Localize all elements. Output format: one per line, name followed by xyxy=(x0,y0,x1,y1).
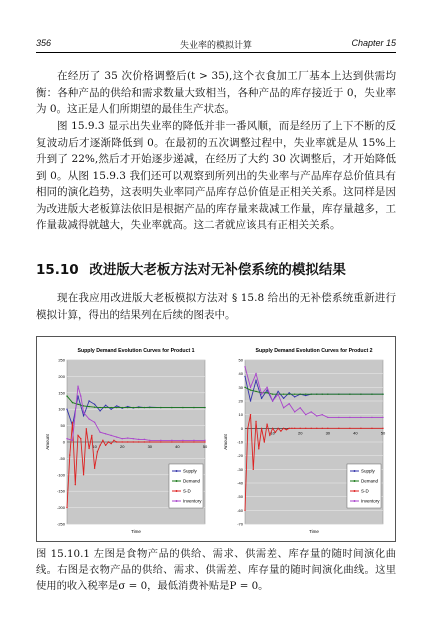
data-point-sd xyxy=(83,474,84,475)
y-tick-label: 0 xyxy=(62,439,65,445)
data-point-demand xyxy=(244,387,245,388)
chart-product-1 xyxy=(41,340,215,538)
data-point-demand xyxy=(149,407,150,408)
data-point-supply xyxy=(77,395,78,396)
legend-marker xyxy=(354,470,356,472)
data-point-sd xyxy=(244,510,245,511)
data-point-inventory xyxy=(77,386,78,387)
legend-label: S-D xyxy=(361,488,369,494)
data-point-demand xyxy=(349,393,350,394)
legend-label: Supply xyxy=(361,468,375,474)
data-point-sd xyxy=(311,428,312,429)
running-title: 失业率的模拟计算 xyxy=(179,41,252,51)
data-point-sd xyxy=(294,428,295,429)
data-point-inventory xyxy=(66,438,67,439)
data-point-demand xyxy=(160,407,161,408)
legend-label: Inventory xyxy=(183,498,202,504)
paragraph-2: 图 15.9.3 显示出失业率的降低并非一番风顺，而是经历了上下不断的反复波动后才逐渐降低到 0。在最初的五次调整过程中，失业率就是从 15%上升到了 22%,然后才开始逐步递减，在经历了大约 30 次调整后，才开始降低到 0。从图 15.9.3 我们还可以观察到所列出的失业率与产品库存总价值具有相同的演化趋势，这表明失业率同产品库存总价值是正相关关系。这同样是因为改进版大老板算法依旧是根据产品的库存量来裁减工作量，库存量越多，工作量裁减得就越大，失业率就高。这二者就应该具有正相关关系。 xyxy=(36,120,396,231)
section-intro: 现在我应用改进版大老板模拟方法对 § 15.8 给出的无补偿系统重新进行模拟计算，得出的结果列在后续的图表中。 xyxy=(36,292,396,321)
data-point-inventory xyxy=(311,411,312,412)
data-point-inventory xyxy=(182,440,183,441)
data-point-inventory xyxy=(116,436,117,437)
data-point-demand xyxy=(133,407,134,408)
data-point-sd xyxy=(182,441,183,442)
x-axis-label: Time xyxy=(131,529,141,534)
data-point-supply xyxy=(250,400,251,401)
data-point-sd xyxy=(75,484,76,485)
data-point-sd xyxy=(133,441,134,442)
data-point-sd xyxy=(127,441,128,442)
legend-marker xyxy=(176,480,178,482)
legend-label: Inventory xyxy=(361,498,380,504)
data-point-demand xyxy=(288,393,289,394)
data-point-inventory xyxy=(322,414,323,415)
data-point-inventory xyxy=(327,417,328,418)
data-point-sd xyxy=(94,468,95,469)
y-tick-label: -40 xyxy=(237,480,243,486)
data-point-inventory xyxy=(193,440,194,441)
data-point-sd xyxy=(266,424,267,425)
x-tick-label: 20 xyxy=(297,430,303,436)
data-point-inventory xyxy=(110,435,111,436)
y-tick-label: 50 xyxy=(238,357,243,363)
data-point-supply xyxy=(294,396,295,397)
data-point-sd xyxy=(261,428,262,429)
data-point-inventory xyxy=(127,437,128,438)
data-point-inventory xyxy=(204,440,205,441)
data-point-inventory xyxy=(277,393,278,394)
data-point-inventory xyxy=(122,438,123,439)
y-axis-label: Amount xyxy=(223,434,228,450)
legend-marker xyxy=(176,500,178,502)
data-point-sd xyxy=(138,441,139,442)
legend-label: Demand xyxy=(361,478,379,484)
data-point-supply xyxy=(110,409,111,410)
y-tick-label: -70 xyxy=(237,521,243,527)
data-point-demand xyxy=(255,391,256,392)
data-point-sd xyxy=(283,428,284,429)
data-point-inventory xyxy=(272,400,273,401)
data-point-demand xyxy=(116,407,117,408)
data-point-supply xyxy=(105,405,106,406)
data-point-sd xyxy=(66,507,67,508)
running-header xyxy=(36,38,396,52)
x-tick-label: 40 xyxy=(353,430,358,436)
data-point-sd xyxy=(116,441,117,442)
x-tick-label: 10 xyxy=(92,444,97,449)
legend-marker xyxy=(176,490,178,492)
data-point-demand xyxy=(83,405,84,406)
y-tick-label: 250 xyxy=(58,357,65,363)
data-point-inventory xyxy=(250,387,251,388)
data-point-sd xyxy=(105,445,106,446)
data-point-sd xyxy=(102,440,103,441)
data-point-demand xyxy=(311,393,312,394)
x-tick-label: 10 xyxy=(270,430,275,436)
data-point-sd xyxy=(269,434,270,435)
data-point-demand xyxy=(371,393,372,394)
data-point-demand xyxy=(88,406,89,407)
data-point-inventory xyxy=(149,440,150,441)
y-tick-label: 40 xyxy=(238,371,243,377)
y-tick-label: 200 xyxy=(58,373,65,379)
data-point-sd xyxy=(149,441,150,442)
data-point-sd xyxy=(305,428,306,429)
y-tick-label: 50 xyxy=(60,423,65,429)
x-tick-label: 20 xyxy=(119,444,125,449)
data-point-demand xyxy=(283,393,284,394)
data-point-demand xyxy=(66,395,67,396)
data-point-sd xyxy=(88,448,89,449)
data-point-demand xyxy=(327,393,328,394)
data-point-inventory xyxy=(349,417,350,418)
data-point-demand xyxy=(127,407,128,408)
data-point-demand xyxy=(105,407,106,408)
data-point-sd xyxy=(300,428,301,429)
data-point-demand xyxy=(99,407,100,408)
y-tick-label: -100 xyxy=(56,472,65,478)
chart-title: Supply Demand Evolution Curves for Product 1 xyxy=(77,348,195,354)
data-point-sd xyxy=(80,438,81,439)
data-point-sd xyxy=(204,441,205,442)
data-point-sd xyxy=(371,428,372,429)
figure-box xyxy=(36,336,396,542)
y-tick-label: -10 xyxy=(237,439,243,445)
data-point-sd xyxy=(171,441,172,442)
data-point-inventory xyxy=(133,438,134,439)
data-point-demand xyxy=(94,407,95,408)
data-point-supply xyxy=(66,409,67,410)
legend-label: Supply xyxy=(183,468,197,474)
x-tick-label: 50 xyxy=(380,430,386,436)
data-point-demand xyxy=(250,389,251,390)
data-point-sd xyxy=(160,441,161,442)
data-point-sd xyxy=(275,432,276,433)
data-point-demand xyxy=(266,392,267,393)
data-point-inventory xyxy=(138,439,139,440)
data-point-inventory xyxy=(266,387,267,388)
data-point-inventory xyxy=(88,418,89,419)
x-tick-label: 40 xyxy=(175,444,180,449)
data-point-sd xyxy=(280,430,281,431)
data-point-supply xyxy=(255,380,256,381)
data-point-demand xyxy=(110,407,111,408)
data-point-sd xyxy=(86,428,87,429)
data-point-sd xyxy=(291,428,292,429)
y-tick-label: 30 xyxy=(238,384,243,390)
data-point-demand xyxy=(122,407,123,408)
data-point-supply xyxy=(83,415,84,416)
data-point-demand xyxy=(322,393,323,394)
data-point-inventory xyxy=(316,415,317,416)
y-tick-label: 20 xyxy=(238,398,243,404)
data-point-demand xyxy=(360,393,361,394)
data-point-demand xyxy=(294,393,295,394)
y-tick-label: -200 xyxy=(56,505,65,511)
data-point-sd xyxy=(360,428,361,429)
page-number: 356 xyxy=(36,38,52,48)
x-axis-label: Time xyxy=(309,529,319,534)
y-tick-label: -20 xyxy=(237,453,243,459)
legend-label: S-D xyxy=(183,488,191,494)
data-point-inventory xyxy=(382,417,383,418)
data-point-supply xyxy=(99,410,100,411)
data-point-demand xyxy=(77,404,78,405)
x-tick-label: 30 xyxy=(325,430,331,436)
data-point-sd xyxy=(327,428,328,429)
data-point-sd xyxy=(108,441,109,442)
y-tick-label: -50 xyxy=(59,455,65,461)
chapter-label: Chapter 15 xyxy=(351,38,396,48)
data-point-demand xyxy=(193,407,194,408)
data-point-demand xyxy=(138,407,139,408)
chart-title: Supply Demand Evolution Curves for Product 2 xyxy=(255,348,373,354)
figure-caption: 图 15.10.1 左图是食物产品的供给、需求、供需差、库存量的随时间演化曲线。右图是衣物产品的供给、需求、供需差、库存量的随时间演化曲线。这里使用的收入税率是σ = 0，最低消费补贴是P = 0。 xyxy=(36,548,396,592)
data-point-demand xyxy=(305,393,306,394)
x-tick-label: 30 xyxy=(147,444,153,449)
paragraph-1: 在经历了 35 次价格调整后(t > 35),这个衣食加工厂基本上达到供需均衡：各种产品的供给和需求数量大致相当，各种产品的库存接近于 0，失业率为 0。这正是人们所期望的最佳生产状态。 xyxy=(36,70,396,115)
legend-marker xyxy=(354,480,356,482)
data-point-inventory xyxy=(255,373,256,374)
data-point-inventory xyxy=(171,440,172,441)
data-point-sd xyxy=(258,448,259,449)
data-point-sd xyxy=(110,443,111,444)
data-point-sd xyxy=(144,441,145,442)
data-point-inventory xyxy=(244,366,245,367)
data-point-sd xyxy=(113,440,114,441)
data-point-inventory xyxy=(94,422,95,423)
data-point-demand xyxy=(382,393,383,394)
data-point-demand xyxy=(338,393,339,394)
data-point-supply xyxy=(305,395,306,396)
legend-marker xyxy=(176,470,178,472)
data-point-inventory xyxy=(160,440,161,441)
data-point-sd xyxy=(91,435,92,436)
section-number: 15.10 xyxy=(36,262,79,278)
data-point-demand xyxy=(300,393,301,394)
data-point-sd xyxy=(99,445,100,446)
data-point-sd xyxy=(288,428,289,429)
data-point-sd xyxy=(382,428,383,429)
data-point-supply xyxy=(116,405,117,406)
data-point-supply xyxy=(288,392,289,393)
data-point-supply xyxy=(283,398,284,399)
section-heading xyxy=(36,258,396,278)
data-point-sd xyxy=(193,441,194,442)
data-point-supply xyxy=(244,376,245,377)
data-point-sd xyxy=(349,428,350,429)
data-point-sd xyxy=(77,435,78,436)
data-point-inventory xyxy=(360,417,361,418)
data-point-sd xyxy=(316,428,317,429)
y-tick-label: 100 xyxy=(58,406,65,412)
y-tick-label: -50 xyxy=(237,494,243,500)
data-point-inventory xyxy=(105,433,106,434)
section-title: 改进版大老板方法对无补偿系统的模拟结果 xyxy=(89,262,346,278)
x-tick-label: 50 xyxy=(202,444,208,449)
data-point-inventory xyxy=(305,414,306,415)
data-point-supply xyxy=(88,400,89,401)
y-axis-label: Amount xyxy=(45,434,50,450)
chart-product-2 xyxy=(219,340,393,538)
data-point-sd xyxy=(247,428,248,429)
data-point-inventory xyxy=(371,417,372,418)
data-point-inventory xyxy=(72,440,73,441)
data-point-inventory xyxy=(261,393,262,394)
data-point-demand xyxy=(204,407,205,408)
data-point-inventory xyxy=(99,431,100,432)
data-point-demand xyxy=(182,407,183,408)
data-point-sd xyxy=(255,421,256,422)
y-tick-label: -60 xyxy=(237,507,243,513)
legend-marker xyxy=(354,490,356,492)
y-tick-label: -250 xyxy=(56,521,65,527)
data-point-supply xyxy=(94,404,95,405)
data-point-inventory xyxy=(283,407,284,408)
data-point-inventory xyxy=(83,412,84,413)
data-point-sd xyxy=(253,469,254,470)
data-point-demand xyxy=(316,393,317,394)
data-point-demand xyxy=(272,393,273,394)
data-point-sd xyxy=(97,451,98,452)
data-point-sd xyxy=(264,441,265,442)
data-point-sd xyxy=(277,428,278,429)
y-tick-label: -30 xyxy=(237,466,243,472)
y-tick-label: -150 xyxy=(56,488,65,494)
data-point-inventory xyxy=(294,411,295,412)
data-point-sd xyxy=(286,429,287,430)
y-tick-label: 0 xyxy=(240,425,243,431)
data-point-demand xyxy=(171,407,172,408)
data-point-sd xyxy=(250,414,251,415)
data-point-sd xyxy=(72,422,73,423)
data-point-sd xyxy=(272,428,273,429)
data-point-inventory xyxy=(144,439,145,440)
data-point-sd xyxy=(338,428,339,429)
legend-label: Demand xyxy=(183,478,201,484)
data-point-inventory xyxy=(338,417,339,418)
data-point-demand xyxy=(72,402,73,403)
header-rule xyxy=(36,52,396,53)
y-tick-label: 150 xyxy=(58,390,65,396)
y-tick-label: 10 xyxy=(238,412,243,418)
data-point-inventory xyxy=(80,395,81,396)
data-point-supply xyxy=(277,391,278,392)
data-point-sd xyxy=(322,428,323,429)
legend-marker xyxy=(354,500,356,502)
data-point-supply xyxy=(261,398,262,399)
data-point-inventory xyxy=(288,403,289,404)
data-point-sd xyxy=(69,454,70,455)
data-point-sd xyxy=(122,441,123,442)
data-point-inventory xyxy=(300,407,301,408)
data-point-demand xyxy=(144,407,145,408)
